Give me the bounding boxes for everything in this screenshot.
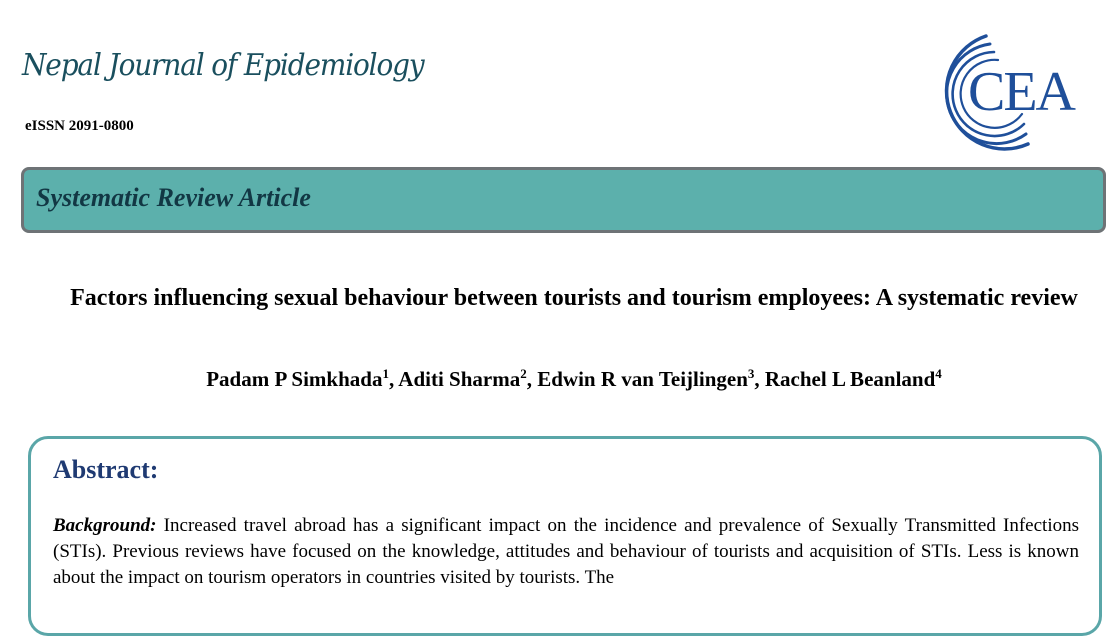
journal-issn: eISSN 2091-0800 [25,118,134,134]
background-text: Increased travel abroad has a significant impact on the incidence and prevalence of Sexually Transmitted Infections (STIs). Previous reviews have focused on the knowledge, attitudes and behaviour of tourists and acquisition of STIs. Less is known about the impact on tourism operators in countries visited by tourists. The [53,515,1079,588]
logo-text: CEA [968,61,1074,123]
author-name: Rachel L Beanland [764,367,936,391]
author-affiliation: 1 [382,366,389,381]
author-affiliation: 3 [747,366,755,381]
journal-title: Nepal Journal of Epidemiology [22,48,424,83]
author-separator: , [388,367,399,391]
author-name: Edwin R van Teijlingen [537,367,748,391]
author-affiliation: 2 [520,366,527,381]
author-separator: , [754,367,765,391]
abstract-background [53,513,1079,591]
author-name: Aditi Sharma [398,367,521,391]
article-type-banner [21,167,1106,233]
author-list [40,364,1108,394]
author-separator: , [526,367,538,391]
author-name: Padam P Simkhada [206,367,383,391]
abstract-heading: Abstract: [53,455,159,484]
article-type-label: Systematic Review Article [36,183,311,212]
article-title: Factors influencing sexual behaviour between tourists and tourism employees: A systematic review [70,285,1078,311]
background-label: Background: [53,515,157,536]
author-affiliation: 4 [935,366,942,381]
cea-logo [928,26,1088,158]
